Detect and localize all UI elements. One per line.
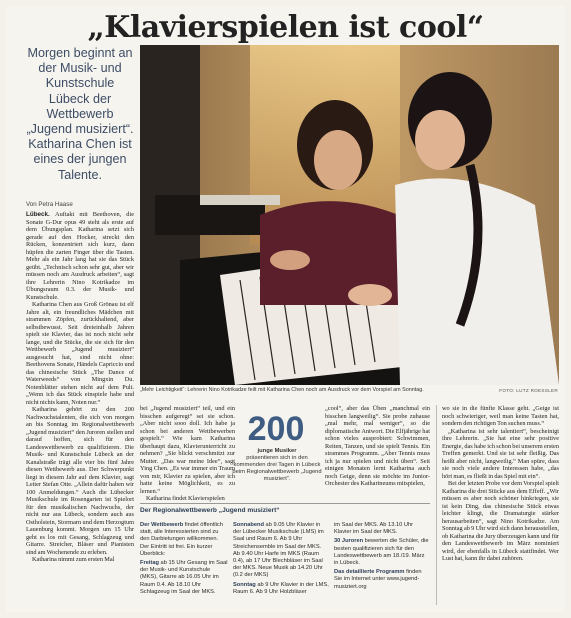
paragraph-text: wo sie in die fünfte Klasse geht. „Geige ist noch schwieriger, weil man keine Tasten hat, sondern den richtigen Ton suchen muss.“ — [442, 405, 559, 427]
big-number: 200 — [247, 410, 305, 448]
paragraph-text: Katharina findet Klavierspielen — [146, 495, 225, 502]
infobox-entry-text: ab 15 Uhr Gesang im Saal der Musik- und Kunstschule (MKS), Gitarre ab 16.05 Uhr im Raum 0.4. Ab 18.10 Uhr Schlagzeug im Saal der MKS. — [140, 560, 228, 595]
infobox-entry-lead: Sonnabend — [233, 522, 266, 528]
infobox-entry-text: im Saal der MKS. Ab 13.10 Uhr Klavier im Saal der MKS. — [334, 522, 414, 536]
paragraph — [140, 495, 235, 503]
infobox-entry-lead: Der Wettbewerb — [140, 522, 185, 528]
article-column-2 — [140, 405, 235, 503]
photo-caption: „Mehr Leichtigkeit“: Lehrerin Nino Kotrikadze feilt mit Katharina Chen noch am Ausdruck vor dem Vorspiel am Sonntag. — [140, 387, 424, 393]
infobox-entry — [334, 569, 430, 591]
infobox-entry — [140, 522, 228, 558]
paragraph — [442, 428, 559, 481]
paragraph — [442, 480, 559, 563]
infobox-entry — [334, 522, 430, 536]
paragraph — [325, 405, 430, 488]
big-number-description: präsentieren sich in den kommenden drei Tagen in Lübeck beim Regionalwettbewerb „Jugend musiziert“. — [232, 455, 322, 482]
paragraph-text: bei „Jugend musiziert“ teil, und ein bisschen aufgeregt“ sei sie schon. „Aber nicht sooo doll. Ich habe ja schon bei anderen Wettbewerben gespielt.“ Wie kam Katharina überhaupt dazu, Klavierunterricht zu nehmen? „Sie blickt verschmitzt zur Mutter. „Das war meine Idee“, sagt Ying Chen. „Es war immer ein Traum von mir, Klavier zu spielen, aber ich hatte keine Möglichkeit, es zu lernen.“ — [140, 405, 235, 495]
paragraph — [26, 406, 134, 556]
piano-lesson-photo — [140, 45, 559, 385]
paragraph-text: Bei der letzten Probe vor dem Vorspiel spielt Katharina die drei Stücke aus dem Effeff. „Wir müssen es aber noch schöner hinkriegen, sie ist kein Ding, das chinesische Stück etwas leichter klingt, die Dramaturgie stärker herausarbeiten“, sagt Nino Kotrikadze. Am Sonntag ab 9 Uhr wird sich dann herausstellen, ob Katharina die Jury überzeugen kann und für den Landeswettbewerb im März nominiert wird, der ebenfalls in Lübeck stattfindet. Wer Lust hat, kann ihr dabei zuhören. — [442, 480, 559, 562]
infobox-entry — [334, 538, 430, 567]
infobox-rule — [140, 503, 430, 504]
infobox-entry-lead: Das detaillierte Programm — [334, 569, 407, 576]
infobox-entry — [233, 582, 329, 596]
infobox-entry-text: finden Sie im Internet unter www.jugend-musiziert.org — [334, 569, 422, 590]
column-divider — [436, 405, 437, 605]
paragraph-text: Katharina gehört zu den 200 Nachwuchstalenten, die sich von morgen an bis Sonntag im Regionalwettbewerb „Jugend musiziert“ den Juroren stellen und darauf hoffen, sich für den Landeswettbewerb zu qualifizieren. Die Musik- und Kunstschule Lübeck an der Kanalstraße trägt alle vier bis fünf Jahre diesen Wettbewerb aus. Der Schwerpunkt liegt in diesem Jahr auf dem Klavier, sagt Leiter Stefan Otte. „Allein dafür haben wir 100 Anmeldungen.“ Auch die Lübecker Musikschule im Rosengarten ist Spielort für den musikalischen Nachwuchs, der nicht nur aus Lübeck, sondern auch aus Ostholstein, Stormarn und dem Herzogtum Lauenburg kommt. Morgen um 15 Uhr geht es los mit Gesang, Schlagzeug und Gitarre. Streicher, Bläser und Pianisten sind am Wochenende zu erleben. — [26, 406, 134, 556]
byline: Von Petra Haase — [26, 201, 73, 208]
article-column-4 — [442, 405, 559, 563]
big-number-lead: junge Musiker — [257, 448, 297, 454]
paragraph-text: Katharina Chen aus Groß Grönau ist elf Jahre alt, ein freundliches Mädchen mit strammen Zöpfen, zurückhaltend, aber selbstbewusst. Seit dreieinhalb Jahren spielt sie Klavier, das ist noch nicht sehr lange, und die Stücke, die sie sich für den Wettbewerb „Jugend musiziert“ ausgesucht hat, sind nicht ohne: Beethovens Sonate, Händels Capriccio und das chinesische Stück „The Dance of Waterweeds“ von Mingxin Du. Notenblätter stehen nicht auf dem Pult. „Wenn ich das Stück einspiele habe und nicht nichts kann, Noten nur.“ — [26, 301, 134, 406]
article-photo — [140, 45, 559, 385]
infobox-entry-lead: Sonntag — [233, 581, 258, 588]
headline: „Klavierspielen ist cool“ — [87, 10, 484, 45]
infobox-title: Der Regionalwettbewerb „Jugend musiziert“ — [140, 507, 280, 514]
infobox-entry-text: ab 9.05 Uhr Klavier in der Lübecker Musikschule (LMS) im Saal und Raum 6. Ab 9 Uhr Streichensemble im Saal der MKS. Ab 9.40 Uhr Harfe im MKS (Raum 0.4), ab 17 Uhr Blechbläser im Saal der MKS. Neue Musik ab 14.20 Uhr (0.2 der MKS) — [233, 522, 324, 579]
paragraph — [26, 556, 134, 564]
infobox-entry-lead: 30 Juroren — [334, 538, 365, 545]
teaser-text: Morgen beginnt an der Musik- und Kunstschule Lübeck der Wettbewerb „Jugend musiziert“. Katharina Chen ist eines der jungen Talente. — [26, 46, 134, 182]
paragraph — [26, 301, 134, 406]
infobox-entry — [233, 522, 329, 580]
infobox-entry-lead: Freitag — [140, 560, 161, 567]
paragraph-text: „Katharina ist sehr talentiert“, bescheinigt ihre Lehrerin. „Sie hat eine sehr positive Energie, das habe ich schon bei unserem ersten Treffen gemerkt. Und sie ist sehr fleißig. Das heißt aber nicht, langweilig.“ Man spüre, dass sie noch viele andere Interessen habe, „das hört man, es fließt in das Spiel mit ein“. — [442, 427, 559, 480]
big-number-text — [232, 448, 322, 483]
infobox-column-1 — [140, 522, 228, 598]
photo-credit: FOTO: LUTZ ROESSLER — [499, 388, 558, 393]
infobox-entry-text: bewerten die Schüler, die besten qualifizieren sich für den Landeswettbewerb am 18./19. März in Lübeck. — [334, 538, 429, 567]
paragraph-text: „cool“, aber das Üben „manchmal ein bisschen langweilig“. Sie probe zuhause „mal mehr, mal weniger“, so die diplomatische Antwort. Die Elfjährige hat schon vieles ausprobiert: Schwimmen, Reiten, Tanzen, und sie spielt Tennis. Ein strammes Programm. „Aber Tennis muss ich ja nur spielen und nicht üben“. Seit einigen Monaten lernt Katharina auch noch Geige, denn sie möchte im Junior-Orchester des Katharineums mitspielen, — [325, 405, 430, 487]
article-column-1 — [26, 211, 134, 564]
paragraph-lead: Lübeck. — [26, 211, 56, 218]
paragraph — [26, 211, 134, 301]
paragraph — [442, 405, 559, 428]
paragraph-text: Auftakt mit Beethoven, die Sonate G-Dur opus 49 steht als erste auf dem Übungsplan. Katharina setzt sich gerade auf den Hocker, streckt den Rücken, konzentriert sich kurz, dann hüpfen die zarten Finger über die Tasten. Mehr als ein Jahr lang hat sie das Stück geübt. „Technisch schon sehr gut, aber wir müssen noch am Ausdruck arbeiten“, sagt ihre Lehrerin Nino Kotrikadze im Übungsraum 0.3. der Musik- und Kunstschule. — [26, 211, 135, 301]
infobox-entry — [140, 560, 228, 596]
paragraph-text: Katharina nimmt zum ersten Mal — [32, 556, 115, 563]
infobox-entry-text: findet öffentlich statt, alle Interessierten sind zu den Darbietungen willkommen. Der Eintritt ist frei. Ein kurzer Überblick: — [140, 522, 223, 557]
article-column-3 — [325, 405, 430, 488]
infobox-column-3 — [334, 522, 430, 593]
infobox-column-2 — [233, 522, 329, 598]
paragraph — [140, 405, 235, 495]
infobox-entry-text: ab 9 Uhr Klavier in der LMS, Raum 6. Ab 9 Uhr Holzbläser — [233, 581, 329, 595]
